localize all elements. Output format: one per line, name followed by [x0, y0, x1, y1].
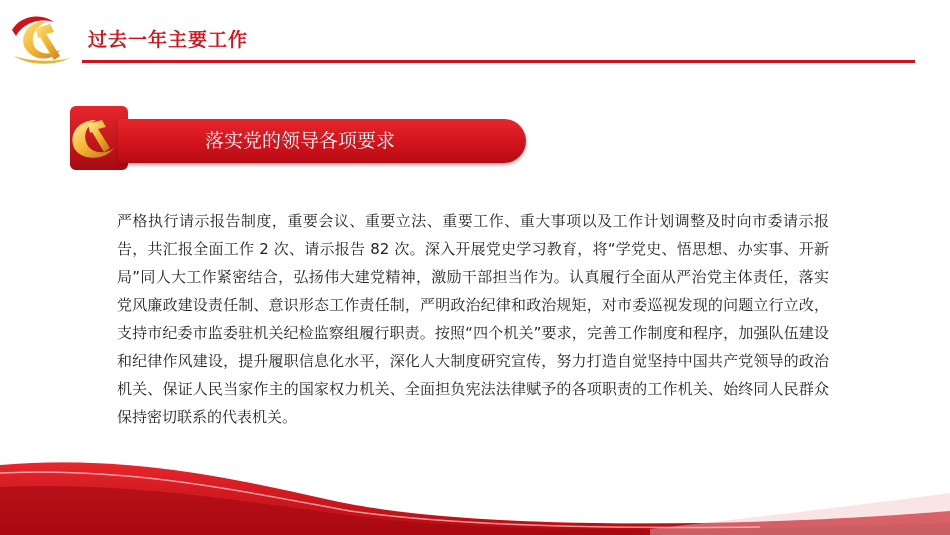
slide-header — [0, 0, 950, 70]
party-emblem-icon — [10, 12, 74, 66]
body-paragraph: 严格执行请示报告制度，重要会议、重要立法、重要工作、重大事项以及工作计划调整及时向市委请示报告，共汇报全面工作 2 次、请示报告 82 次。深入开展党史学习教育，将“学党史、悟思想、办实事、开新局”同人大工作紧密结合，弘扬伟大建党精神，激励干部担当作为。认真履行全面从严治党主体责任，落实党风廉政建设责任制、意识形态工作责任制，严明政治纪律和政治规矩，对市委巡视发现的问题立行立改，支持市纪委市监委驻机关纪检监察组履行职责。按照“四个机关”要求，完善工作制度和程序，加强队伍建设和纪律作风建设，提升履职信息化水平，深化人大制度研究宣传，努力打造自觉坚持中国共产党领导的政治机关、保证人民当家作主的国家权力机关、全面担负宪法法律赋予的各项职责的工作机关、始终同人民群众保持密切联系的代表机关。 — [117, 212, 829, 426]
footer-red-wave-decoration — [0, 445, 950, 535]
page-title: 过去一年主要工作 — [88, 29, 249, 51]
section-title: 落实党的领导各项要求 — [205, 130, 396, 152]
header-divider — [82, 60, 915, 63]
